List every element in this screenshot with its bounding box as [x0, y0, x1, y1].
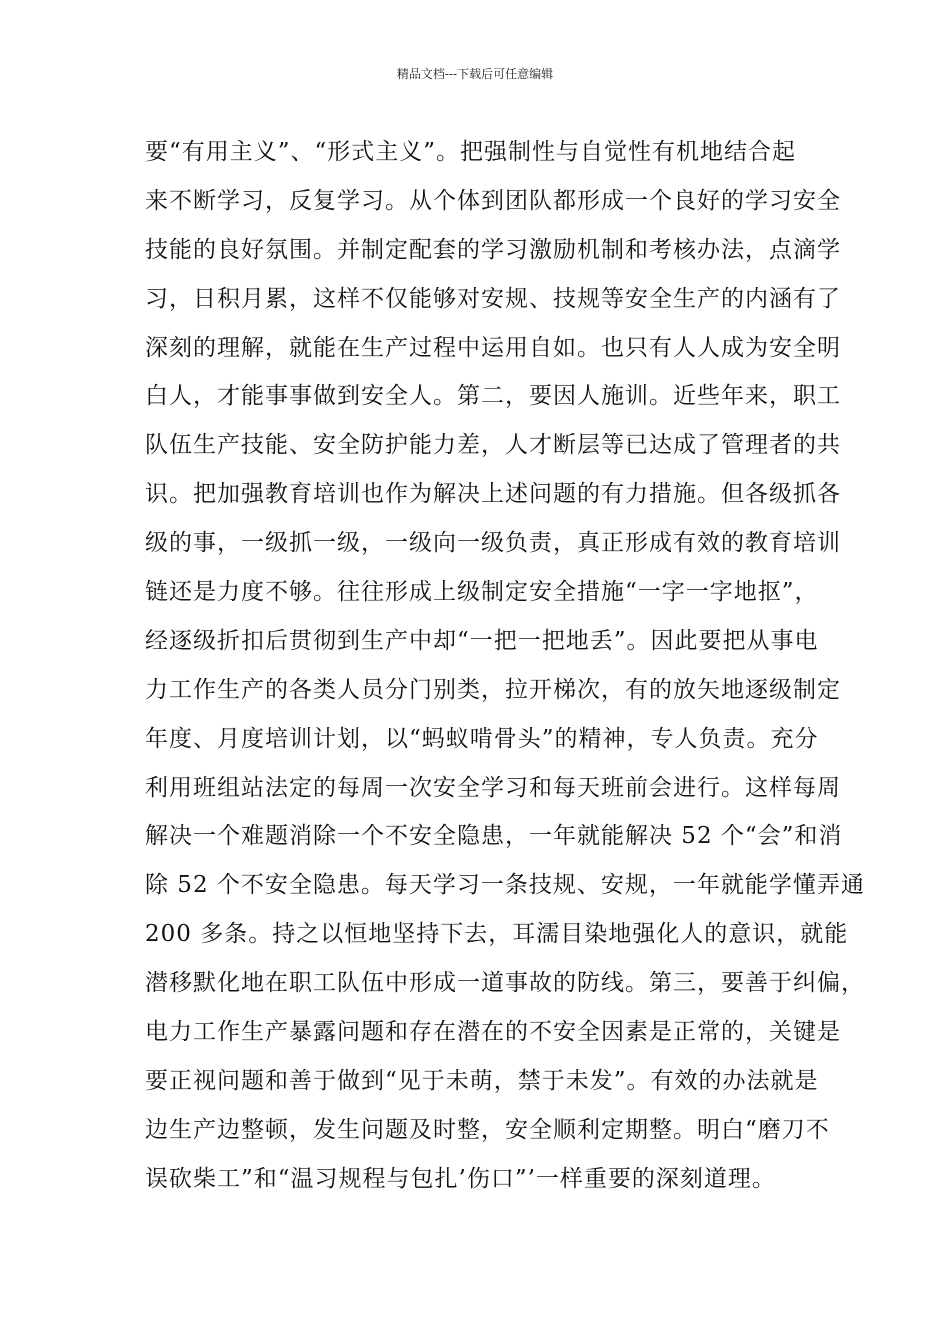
body-line: 边生产边整顿，发生问题及时整，安全顺利定期整。明白“磨刀不 — [145, 1116, 830, 1143]
body-line: 除 52 个不安全隐患。每天学习一条技规、安规，一年就能学懂弄通 — [145, 872, 865, 899]
document-body — [145, 132, 865, 1208]
page-header: 精品文档---下载后可任意编辑 — [396, 67, 554, 81]
body-line: 力工作生产的各类人员分门别类，拉开梯次，有的放矢地逐级制定 — [145, 676, 841, 703]
body-line: 年度、月度培训计划，以“蚂蚁啃骨头”的精神，专人负责。充分 — [145, 725, 819, 752]
body-line: 技能的良好氛围。并制定配套的学习激励机制和考核办法，点滴学 — [145, 236, 841, 263]
body-line: 经逐级折扣后贯彻到生产中却“一把一把地丢”。因此要把从事电 — [145, 627, 819, 654]
body-line: 要正视问题和善于做到“见于未萌，禁于未发”。有效的办法就是 — [145, 1067, 819, 1094]
body-line: 200 多条。持之以恒地坚持下去，耳濡目染地强化人的意识，就能 — [145, 921, 849, 948]
body-line: 习，日积月累，这样不仅能够对安规、技规等安全生产的内涵有了 — [145, 285, 841, 312]
body-line: 深刻的理解，就能在生产过程中运用自如。也只有人人成为安全明 — [145, 334, 841, 361]
body-line: 利用班组站法定的每周一次安全学习和每天班前会进行。这样每周 — [145, 774, 841, 801]
body-line: 潜移默化地在职工队伍中形成一道事故的防线。第三，要善于纠偏， — [145, 970, 865, 997]
body-line: 要“有用主义”、“形式主义”。把强制性与自觉性有机地结合起 — [145, 139, 797, 165]
body-line: 级的事，一级抓一级，一级向一级负责，真正形成有效的教育培训 — [145, 530, 841, 557]
body-line: 队伍生产技能、安全防护能力差，人才断层等已达成了管理者的共 — [145, 432, 841, 459]
body-line: 链还是力度不够。往往形成上级制定安全措施“一字一字地抠”， — [145, 579, 819, 606]
body-line: 白人，才能事事做到安全人。第二，要因人施训。近些年来，职工 — [145, 383, 841, 410]
body-line: 解决一个难题消除一个不安全隐患，一年就能解决 52 个“会”和消 — [145, 823, 843, 850]
body-line: 识。把加强教育培训也作为解决上述问题的有力措施。但各级抓各 — [145, 481, 841, 508]
body-line: 来不断学习，反复学习。从个体到团队都形成一个良好的学习安全 — [145, 187, 841, 214]
body-line: 误砍柴工”和“温习规程与包扎’伤口”’一样重要的深刻道理。 — [145, 1165, 776, 1192]
body-line: 电力工作生产暴露问题和存在潜在的不安全因素是正常的，关键是 — [145, 1019, 841, 1046]
